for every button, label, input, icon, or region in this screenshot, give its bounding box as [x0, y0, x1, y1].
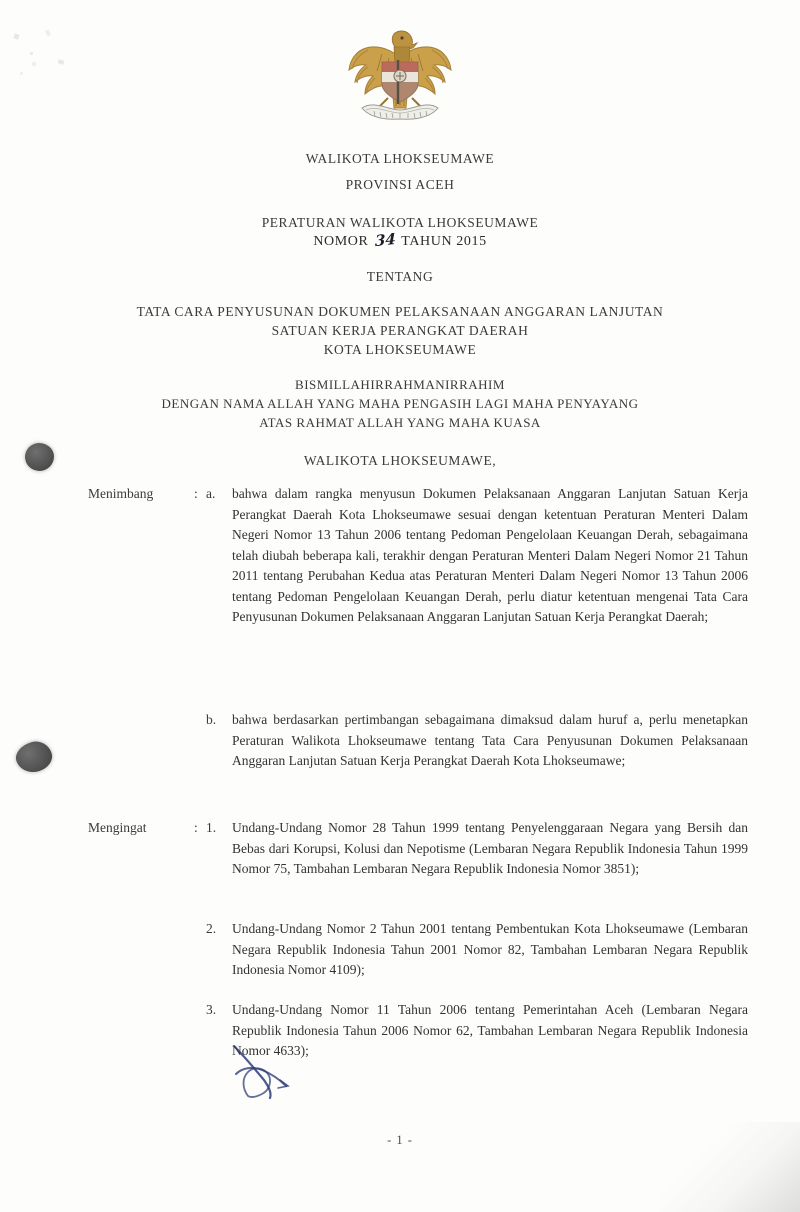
menimbang-item-text-a: bahwa dalam rangka menyusun Dokumen Pelaksanaan Anggaran Lanjutan Satuan Kerja Perangkat Daerah Kota Lhokseumawe sesuai dengan ketentuan Peraturan Menteri Dalam Negeri Nomor 13 Tahun 2006 tentang Pedoman Pengelolaan Keuangan Derah, sebagaimana telah diubah beberapa kali, terakhir dengan Peraturan Menteri Dalam Negeri Nomor 21 Tahun 2011 tentang Perubahan Kedua atas Peraturan Menteri Dalam Negeri Nomor 13 Tahun 2006 tentang Pedoman Pengelolaan Keuangan Derah, perlu diatur ketentuan mengenai Tata Cara Penyusunan Dokumen Pelaksanaan Anggaran Lanjutan Satuan Kerja Perangkat Daerah;	[232, 486, 748, 624]
bismillah-block	[0, 375, 800, 432]
menimbang-clause	[88, 484, 748, 628]
bismillah-line-1: BISMILLAHIRRAHMANIRRAHIM	[295, 377, 505, 392]
nomor-suffix: TAHUN 2015	[401, 234, 487, 249]
punch-hole-artifact	[13, 738, 56, 777]
mengingat-item-marker-3: 3.	[206, 1002, 217, 1017]
regulation-heading: PERATURAN WALIKOTA LHOKSEUMAWE	[261, 215, 539, 230]
menimbang-item-marker-b: b.	[206, 712, 217, 727]
mengingat-item-marker-2: 2.	[206, 921, 217, 936]
mengingat-colon: :	[194, 820, 198, 835]
header-line-provinsi: PROVINSI ACEH	[345, 177, 455, 192]
bismillah-line-2: DENGAN NAMA ALLAH YANG MAHA PENGASIH LAGI MAHA PENYAYANG	[161, 396, 639, 411]
emblem-container	[0, 26, 800, 130]
menimbang-label: Menimbang	[88, 486, 154, 501]
title-line-3: KOTA LHOKSEUMAWE	[323, 342, 477, 357]
mengingat-item-2	[206, 919, 748, 981]
menimbang-item-marker-a: a.	[206, 486, 216, 501]
mengingat-label: Mengingat	[88, 820, 147, 835]
mengingat-item-text-3: Undang-Undang Nomor 11 Tahun 2006 tentang Pemerintahan Aceh (Lembaran Negara Republik Indonesia Tahun 2006 Nomor 62, Tambahan Lembaran Negara Republik Indonesia Nomor 4633);	[232, 1002, 748, 1058]
regulation-title	[0, 302, 800, 359]
header-line-walikota: WALIKOTA LHOKSEUMAWE	[305, 151, 495, 166]
page-number: - 1 -	[387, 1133, 413, 1147]
bismillah-line-3: ATAS RAHMAT ALLAH YANG MAHA KUASA	[259, 415, 541, 430]
mengingat-item-text-1: Undang-Undang Nomor 28 Tahun 1999 tentang Penyelenggaraan Negara yang Bersih dan Bebas dari Korupsi, Kolusi dan Nepotisme (Lembaran Negara Republik Indonesia Tahun 1999 Nomor 75, Tambahan Lembaran Negara Republik Indonesia Nomor 3851);	[232, 820, 748, 876]
garuda-pancasila-emblem	[344, 26, 456, 130]
handwritten-regulation-number: 34	[374, 229, 396, 251]
menimbang-item-b	[206, 710, 748, 772]
mengingat-item-3	[206, 1000, 748, 1062]
menimbang-colon: :	[194, 486, 198, 501]
regulation-number-line	[0, 231, 800, 250]
tentang-label: TENTANG	[366, 269, 434, 284]
menimbang-item-text-b: bahwa berdasarkan pertimbangan sebagaimana dimaksud dalam huruf a, perlu menetapkan Peraturan Walikota Lhokseumawe tentang Tata Cara Penyusunan Dokumen Pelaksanaan Anggaran Lanjutan Satuan Kerja Perangkat Daerah Kota Lhokseumawe;	[232, 712, 748, 768]
authority-line: WALIKOTA LHOKSEUMAWE,	[303, 453, 497, 468]
mengingat-clause	[88, 818, 748, 880]
mengingat-item-text-2: Undang-Undang Nomor 2 Tahun 2001 tentang Pembentukan Kota Lhokseumawe (Lembaran Negara Republik Indonesia Tahun 2001 Nomor 82, Tambahan Lembaran Negara Republik Indonesia Nomor 4109);	[232, 921, 748, 977]
nomor-prefix: NOMOR	[313, 234, 369, 249]
title-line-1: TATA CARA PENYUSUNAN DOKUMEN PELAKSANAAN ANGGARAN LANJUTAN	[136, 304, 664, 319]
mengingat-item-marker-1: 1.	[206, 820, 217, 835]
title-line-2: SATUAN KERJA PERANGKAT DAERAH	[271, 323, 529, 338]
